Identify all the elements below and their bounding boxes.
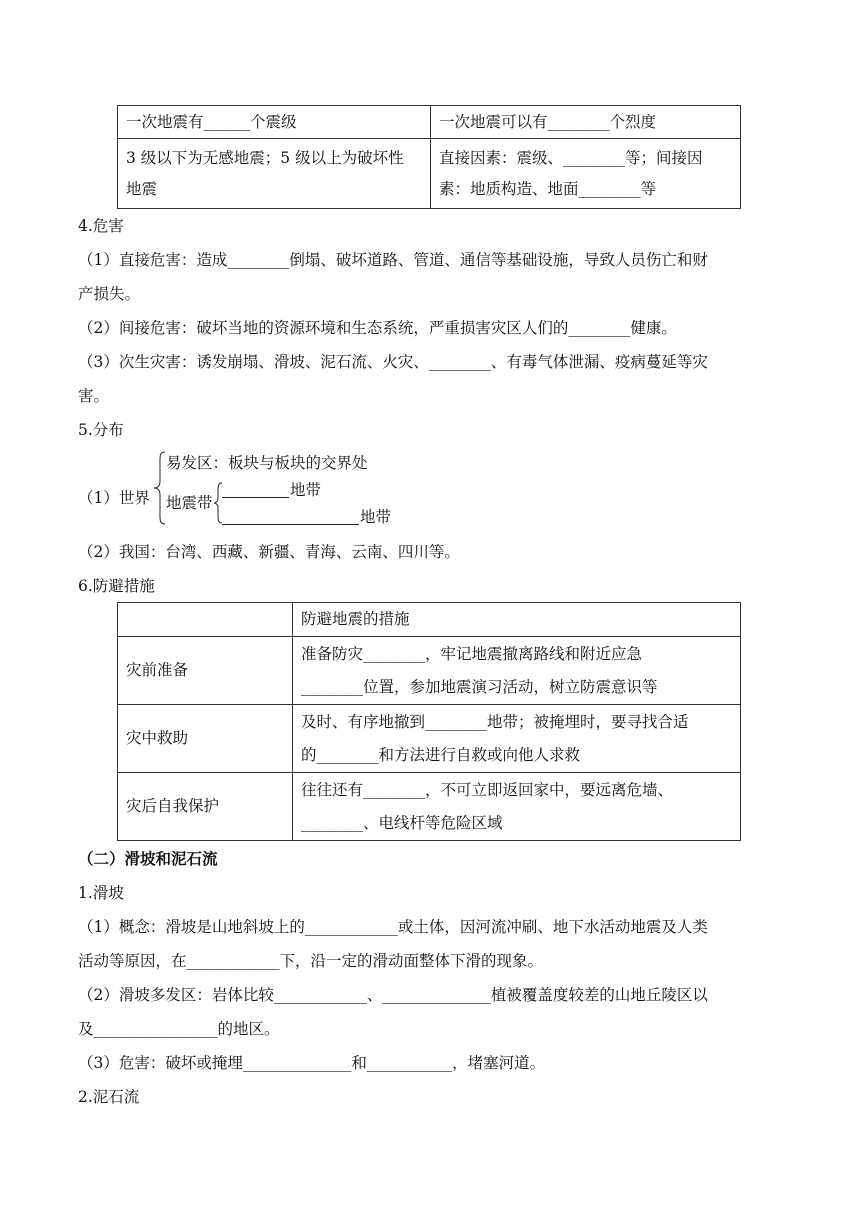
table-cell bbox=[431, 139, 741, 209]
table-cell bbox=[293, 705, 741, 773]
section-heading: 5.分布 bbox=[78, 421, 124, 439]
section-heading: 6.防避措施 bbox=[78, 577, 155, 595]
cell-line: 及时、有序地撤到________地带；被掩埋时，要寻找合适 bbox=[301, 712, 689, 731]
paragraph-line: 害。 bbox=[78, 387, 110, 405]
cell-line: 3 级以下为无感地震；5 级以上为破坏性 bbox=[126, 148, 404, 167]
table-cell bbox=[118, 139, 431, 209]
paragraph-line: 及________________的地区。 bbox=[78, 1020, 280, 1038]
table-cell: 防避地震的措施 bbox=[293, 603, 741, 637]
cell-line: ________位置，参加地震演习活动，树立防震意识等 bbox=[301, 677, 658, 696]
paragraph-line: 活动等原因，在____________下，沿一定的滑动面整体下滑的现象。 bbox=[78, 952, 544, 970]
section-heading: 1.滑坡 bbox=[78, 884, 124, 902]
paragraph-line: （2）我国：台湾、西藏、新疆、青海、云南、四川等。 bbox=[78, 543, 460, 561]
table-cell: 一次地震有______个震级 bbox=[118, 106, 431, 139]
paragraph-line: （1）直接危害：造成________倒塌、破坏道路、管道、通信等基础设施，导致人员伤亡和财 bbox=[78, 251, 708, 269]
cell-line: 直接因素：震级、________等；间接因 bbox=[439, 148, 703, 167]
table-cell bbox=[293, 637, 741, 705]
brace-icon bbox=[153, 451, 167, 525]
seismic-zone-label: 地震带 bbox=[166, 494, 213, 512]
cell-line: 地震 bbox=[126, 179, 158, 198]
paragraph-line: （3）危害：破坏或掩埋______________和___________，堵塞河道。 bbox=[78, 1054, 546, 1072]
part-heading: （二）滑坡和泥石流 bbox=[78, 849, 218, 868]
paragraph-line: （2）间接危害：破坏当地的资源环境和生态系统，严重损害灾区人们的________健康。 bbox=[78, 319, 677, 337]
table-cell bbox=[118, 603, 293, 637]
cell-line: ________、电线杆等危险区域 bbox=[301, 813, 503, 832]
cell-line: 素：地质构造、地面________等 bbox=[439, 179, 657, 198]
prevention-table bbox=[117, 602, 741, 841]
paragraph-line: （1）概念：滑坡是山地斜坡上的____________或土体，因河流冲刷、地下水活动地震及人类 bbox=[78, 918, 708, 936]
prone-area-text: 易发区：板块与板块的交界处 bbox=[166, 454, 368, 472]
intensity-table bbox=[117, 105, 741, 209]
table-cell: 灾前准备 bbox=[118, 637, 293, 705]
cell-line: 往往还有________，不可立即返回家中，要远离危墙、 bbox=[301, 780, 674, 799]
paragraph-line: 产损失。 bbox=[78, 285, 141, 303]
section-heading: 4.危害 bbox=[78, 217, 124, 235]
cell-line: 准备防灾________，牢记地震撤离路线和附近应急 bbox=[301, 644, 643, 663]
table-cell: 灾中救助 bbox=[118, 705, 293, 773]
belt-label: 地带 bbox=[290, 481, 322, 499]
cell-line: 的________和方法进行自救或向他人求救 bbox=[301, 745, 581, 764]
blank-line bbox=[222, 497, 289, 498]
section-heading: 2.泥石流 bbox=[78, 1088, 140, 1106]
paragraph-line: （3）次生灾害：诱发崩塌、滑坡、泥石流、火灾、________、有毒气体泄漏、疫病蔓延等灾 bbox=[78, 353, 708, 371]
brace-icon bbox=[213, 482, 223, 524]
belt-label: 地带 bbox=[360, 508, 392, 526]
paragraph-line: （2）滑坡多发区：岩体比较____________、______________植被覆盖度较差的山地丘陵区以 bbox=[78, 986, 708, 1004]
table-cell: 灾后自我保护 bbox=[118, 773, 293, 841]
blank-line bbox=[222, 524, 359, 525]
table-cell bbox=[293, 773, 741, 841]
table-cell: 一次地震可以有________个烈度 bbox=[431, 106, 741, 139]
world-label: （1）世界 bbox=[78, 489, 150, 507]
